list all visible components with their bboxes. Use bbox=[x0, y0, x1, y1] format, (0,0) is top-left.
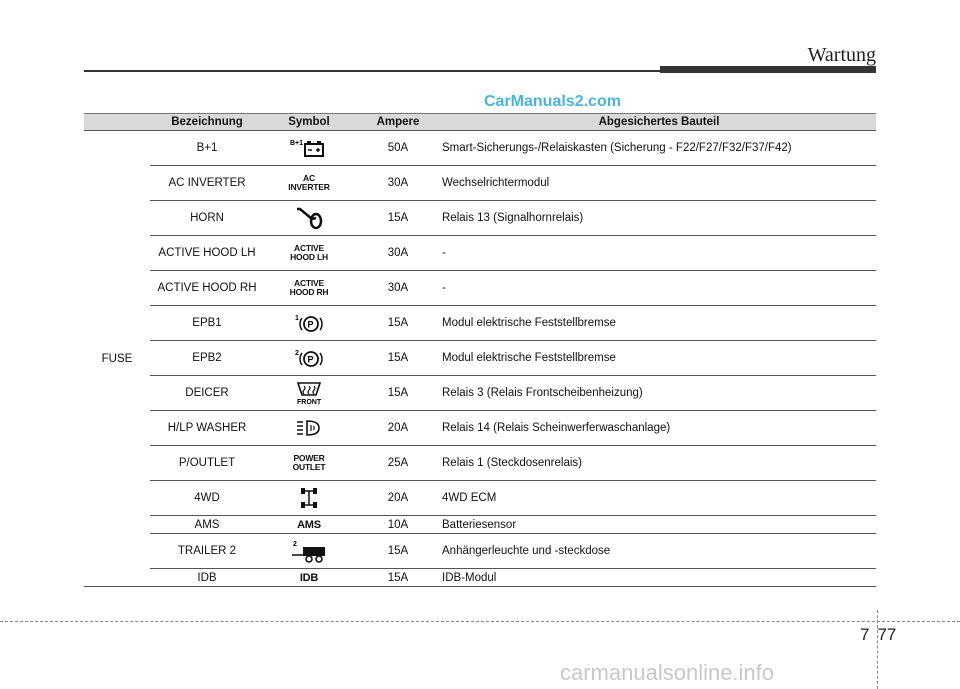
fuse-name: AC INVERTER bbox=[150, 166, 264, 201]
table-row bbox=[84, 516, 876, 534]
fuse-component: Relais 1 (Steckdosenrelais) bbox=[442, 446, 876, 481]
fuse-name: IDB bbox=[150, 569, 264, 587]
fuse-component: Modul elektrische Feststellbremse bbox=[442, 306, 876, 341]
fuse-component: Relais 3 (Relais Frontscheibenheizung) bbox=[442, 376, 876, 411]
header-bauteil: Abgesichertes Bauteil bbox=[442, 114, 876, 131]
page-index: 77 bbox=[877, 625, 897, 644]
table-row bbox=[84, 534, 876, 569]
header-bezeichnung: Bezeichnung bbox=[150, 114, 264, 131]
fuse-component: Relais 14 (Relais Scheinwerferwaschanlage) bbox=[442, 411, 876, 446]
svg-text:P: P bbox=[307, 319, 314, 330]
fuse-symbol bbox=[264, 201, 354, 236]
header-ampere: Ampere bbox=[354, 114, 442, 131]
fuse-symbol bbox=[264, 516, 354, 534]
fuse-name: P/OUTLET bbox=[150, 446, 264, 481]
watermark-top: CarManuals2.com bbox=[484, 93, 621, 110]
fuse-component: Smart-Sicherungs-/Relaiskasten (Sicherung - F22/F27/F32/F37/F42) bbox=[442, 131, 876, 166]
group-label-fuse: FUSE bbox=[84, 131, 150, 587]
fuse-symbol bbox=[264, 131, 354, 166]
fuse-symbol bbox=[264, 341, 354, 376]
4wd-icon bbox=[299, 492, 319, 504]
footer-dashed-divider bbox=[877, 610, 878, 689]
fuse-component: - bbox=[442, 271, 876, 306]
table-header-row bbox=[84, 114, 876, 131]
table-row bbox=[84, 569, 876, 587]
windshield-deicer-icon bbox=[294, 387, 324, 406]
fuse-component: Batteriesensor bbox=[442, 516, 876, 534]
fuse-component: Modul elektrische Feststellbremse bbox=[442, 341, 876, 376]
fuse-table bbox=[84, 113, 876, 587]
battery-icon bbox=[290, 142, 328, 154]
svg-text:2: 2 bbox=[293, 541, 297, 548]
page-number bbox=[860, 625, 896, 645]
fuse-component: Wechselrichtermodul bbox=[442, 166, 876, 201]
fuse-ampere: 15A bbox=[354, 201, 442, 236]
fuse-ampere: 30A bbox=[354, 236, 442, 271]
fuse-component: 4WD ECM bbox=[442, 481, 876, 516]
header-group-cell bbox=[84, 114, 150, 131]
table-row bbox=[84, 341, 876, 376]
fuse-name: TRAILER 2 bbox=[150, 534, 264, 569]
fuse-name: ACTIVE HOOD RH bbox=[150, 271, 264, 306]
ac-inverter-symbol: AC INVERTER bbox=[288, 172, 330, 192]
svg-text:FRONT: FRONT bbox=[297, 399, 322, 406]
fuse-component: Anhängerleuchte und -steckdose bbox=[442, 534, 876, 569]
svg-text:P: P bbox=[307, 354, 314, 365]
parking-brake-icon bbox=[294, 352, 324, 364]
fuse-name: EPB2 bbox=[150, 341, 264, 376]
fuse-name: H/LP WASHER bbox=[150, 411, 264, 446]
fuse-ampere: 20A bbox=[354, 411, 442, 446]
fuse-name: 4WD bbox=[150, 481, 264, 516]
fuse-name: ACTIVE HOOD LH bbox=[150, 236, 264, 271]
fuse-name: AMS bbox=[150, 516, 264, 534]
active-hood-rh-symbol: ACTIVE HOOD RH bbox=[289, 277, 329, 297]
ams-symbol: AMS bbox=[297, 518, 321, 531]
table-row bbox=[84, 306, 876, 341]
fuse-symbol bbox=[264, 481, 354, 516]
page-chapter: 7 bbox=[860, 625, 870, 644]
svg-text:1: 1 bbox=[295, 315, 299, 322]
svg-text:B+1: B+1 bbox=[290, 140, 304, 147]
fuse-ampere: 15A bbox=[354, 534, 442, 569]
fuse-symbol bbox=[264, 534, 354, 569]
parking-brake-icon bbox=[294, 317, 324, 329]
fuse-component: IDB-Modul bbox=[442, 569, 876, 587]
header-rule-thick bbox=[660, 66, 876, 73]
fuse-symbol bbox=[264, 306, 354, 341]
table-row bbox=[84, 446, 876, 481]
table-row bbox=[84, 131, 876, 166]
fuse-name: EPB1 bbox=[150, 306, 264, 341]
section-title: Wartung bbox=[807, 44, 876, 66]
svg-text:2: 2 bbox=[295, 350, 299, 357]
fuse-symbol bbox=[264, 446, 354, 481]
headlamp-washer-icon bbox=[295, 422, 323, 434]
fuse-ampere: 15A bbox=[354, 306, 442, 341]
header-rule-thin bbox=[84, 70, 660, 72]
table-row bbox=[84, 166, 876, 201]
trailer-icon bbox=[289, 541, 329, 557]
header-symbol: Symbol bbox=[264, 114, 354, 131]
fuse-name: B+1 bbox=[150, 131, 264, 166]
table-row bbox=[84, 376, 876, 411]
table-row bbox=[84, 236, 876, 271]
horn-icon bbox=[294, 212, 324, 224]
fuse-ampere: 30A bbox=[354, 271, 442, 306]
footer-dashed-line bbox=[0, 621, 960, 622]
fuse-ampere: 50A bbox=[354, 131, 442, 166]
power-outlet-symbol: POWER OUTLET bbox=[292, 452, 326, 472]
fuse-symbol bbox=[264, 411, 354, 446]
fuse-name: HORN bbox=[150, 201, 264, 236]
table-row bbox=[84, 271, 876, 306]
watermark-bottom: carmanualsonline.info bbox=[560, 660, 775, 685]
fuse-symbol bbox=[264, 376, 354, 411]
fuse-ampere: 15A bbox=[354, 569, 442, 587]
fuse-symbol bbox=[264, 569, 354, 587]
fuse-symbol bbox=[264, 236, 354, 271]
fuse-ampere: 15A bbox=[354, 376, 442, 411]
table-row bbox=[84, 411, 876, 446]
table-row bbox=[84, 201, 876, 236]
fuse-component: - bbox=[442, 236, 876, 271]
table-row bbox=[84, 481, 876, 516]
fuse-ampere: 15A bbox=[354, 341, 442, 376]
fuse-symbol bbox=[264, 166, 354, 201]
fuse-name: DEICER bbox=[150, 376, 264, 411]
active-hood-lh-symbol: ACTIVE HOOD LH bbox=[290, 242, 328, 262]
fuse-ampere: 10A bbox=[354, 516, 442, 534]
fuse-ampere: 30A bbox=[354, 166, 442, 201]
idb-symbol: IDB bbox=[299, 571, 319, 584]
fuse-component: Relais 13 (Signalhornrelais) bbox=[442, 201, 876, 236]
fuse-ampere: 20A bbox=[354, 481, 442, 516]
fuse-ampere: 25A bbox=[354, 446, 442, 481]
fuse-symbol bbox=[264, 271, 354, 306]
